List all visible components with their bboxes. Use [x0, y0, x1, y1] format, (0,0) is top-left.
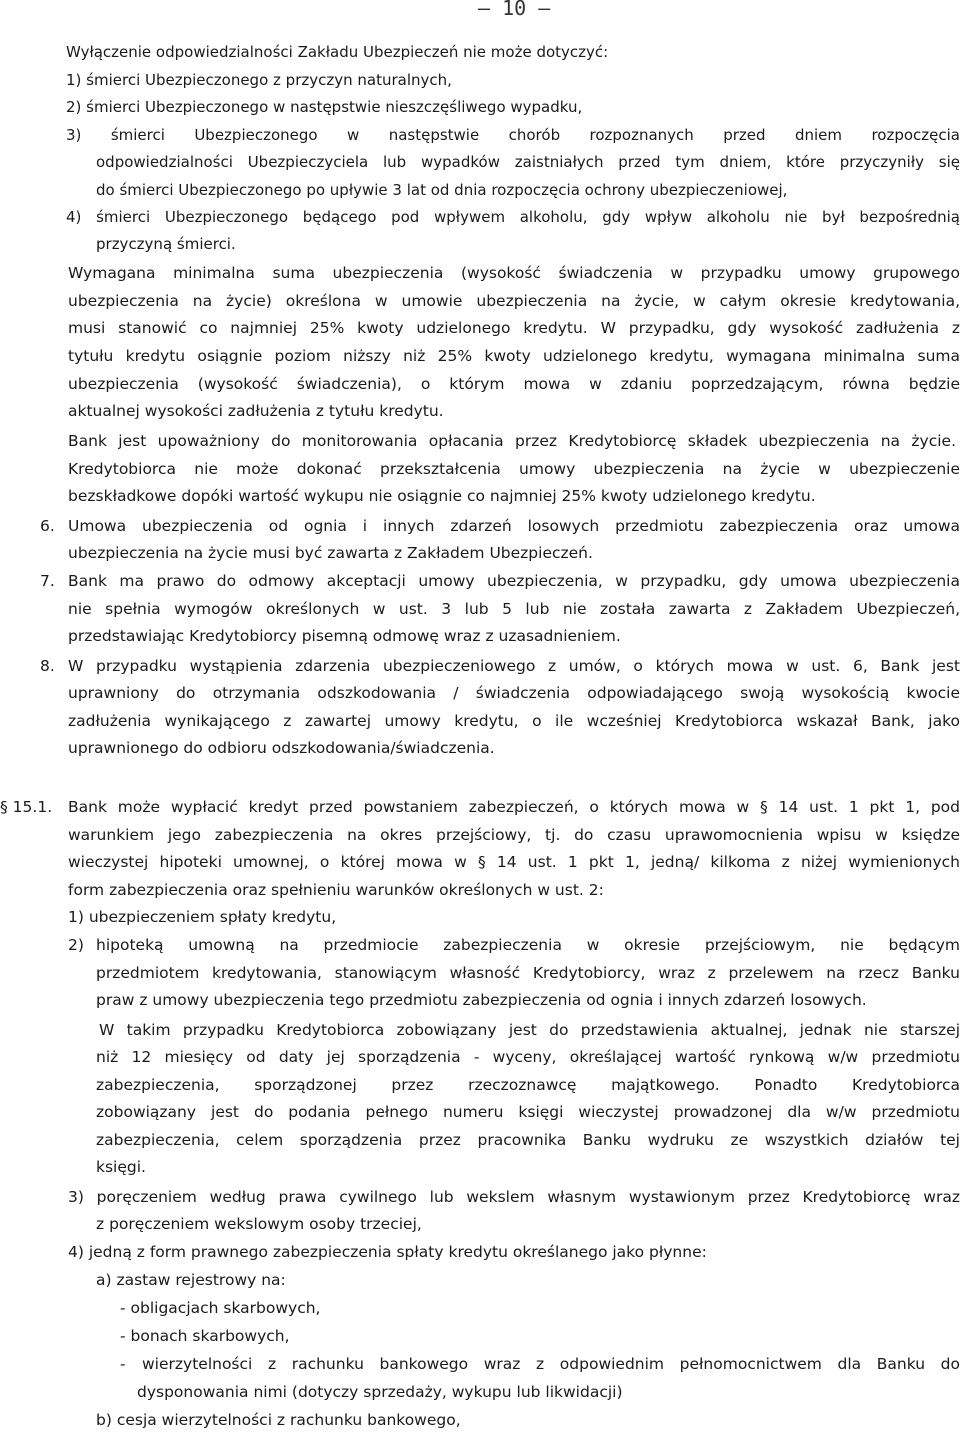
text-line: księgi. [96, 1158, 146, 1176]
text-line: nie spełnia wymogów określonych w ust. 3 lub 5 lub nie została zawarta z Zakładem Ubezpieczeń, [68, 600, 960, 618]
item-number: 6. [40, 517, 55, 535]
text-line: zadłużenia wynikającego z zawartej umowy kredytu, o ile wcześniej Kredytobiorca wskazał Bank, jako [68, 712, 960, 730]
text-line: 3) śmierci Ubezpieczonego w następstwie chorób rozpoznanych przed dniem rozpoczęcia [66, 126, 960, 144]
text-line: dysponowania nimi (dotyczy sprzedaży, wykupu lub likwidacji) [137, 1383, 623, 1401]
page-number: – 10 – [466, 0, 551, 20]
text-line: przyczyną śmierci. [96, 235, 236, 253]
text-line: hipoteką umowną na przedmiocie zabezpieczenia w okresie przejściowym, nie będącym [96, 936, 960, 954]
text-line: do śmierci Ubezpieczonego po upływie 3 lat od dnia rozpoczęcia ochrony ubezpieczeniowej, [96, 181, 788, 199]
list-dash: - [120, 1355, 126, 1373]
text-line: ubezpieczenia na życie) określona w umowie ubezpieczenia na życie, w całym okresie kredytowania, [68, 292, 960, 310]
text-line: 2) śmierci Ubezpieczonego w następstwie nieszczęśliwego wypadku, [66, 98, 583, 116]
text-line: 4) śmierci Ubezpieczonego będącego pod wpływem alkoholu, gdy wpływ alkoholu nie był bezpośrednią [66, 208, 960, 226]
text-line: bezskładkowe dopóki wartość wykupu nie osiągnie co najmniej 25% kwoty udzielonego kredytu. [68, 487, 816, 505]
text-line: Bank może wypłacić kredyt przed powstaniem zabezpieczeń, o których mowa w § 14 ust. 1 pkt 1, pod [68, 798, 960, 816]
text-line: odpowiedzialności Ubezpieczyciela lub wypadków zaistniałych przed tym dniem, które przyczyniły się [96, 153, 960, 171]
text-line: przedmiotem kredytowania, stanowiącym własność Kredytobiorcy, wraz z przelewem na rzecz Banku [96, 964, 960, 982]
text-line: musi stanowić co najmniej 25% kwoty udzielonego kredytu. W przypadku, gdy wysokość zadłużenia z [68, 319, 960, 337]
text-line: 1) śmierci Ubezpieczonego z przyczyn naturalnych, [66, 71, 452, 89]
text-line: niż 12 miesięcy od daty jej sporządzenia - wyceny, określającej wartość rynkową w/w przedmiotu [96, 1048, 960, 1066]
text-line: Bank jest upoważniony do monitorowania opłacania przez Kredytobiorcę składek ubezpieczenia na życie. [68, 432, 956, 450]
text-line: ubezpieczenia na życie musi być zawarta z Zakładem Ubezpieczeń. [68, 544, 593, 562]
item-number: 8. [40, 657, 55, 675]
text-line: form zabezpieczenia oraz spełnieniu warunków określonych w ust. 2: [68, 881, 604, 899]
text-line: zobowiązany jest do podania pełnego numeru księgi wieczystej prowadzonej dla w/w przedmiotu [96, 1103, 960, 1121]
text-line: praw z umowy ubezpieczenia tego przedmiotu zabezpieczenia od ognia i innych zdarzeń losowych. [96, 991, 867, 1009]
text-line: Wyłączenie odpowiedzialności Zakładu Ubezpieczeń nie może dotyczyć: [66, 43, 609, 61]
text-line: warunkiem jego zabezpieczenia na okres przejściowy, tj. do czasu uprawomocnienia wpisu w księdze [68, 826, 960, 844]
text-line: zabezpieczenia, sporządzonej przez rzeczoznawcę majątkowego. Ponadto Kredytobiorca [96, 1076, 960, 1094]
text-line: 1) ubezpieczeniem spłaty kredytu, [68, 908, 337, 926]
text-line: tytułu kredytu osiągnie poziom niższy niż 25% kwoty udzielonego kredytu, wymagana minimalna suma [68, 347, 960, 365]
text-line: W przypadku wystąpienia zdarzenia ubezpieczeniowego z umów, o których mowa w ust. 6, Bank jest [68, 657, 960, 675]
text-line: 4) jedną z form prawnego zabezpieczenia spłaty kredytu określanego jako płynne: [68, 1243, 707, 1261]
text-line: 3) poręczeniem według prawa cywilnego lub wekslem własnym wystawionym przez Kredytobiorcę wraz [68, 1188, 960, 1206]
text-line: - bonach skarbowych, [120, 1327, 290, 1345]
text-line: Umowa ubezpieczenia od ognia i innych zdarzeń losowych przedmiotu zabezpieczenia oraz umowa [68, 517, 960, 535]
text-line: W takim przypadku Kredytobiorca zobowiązany jest do przedstawienia aktualnej, jednak nie starszej [99, 1021, 960, 1039]
item-number: 2) [68, 936, 84, 954]
text-line: zabezpieczenia, celem sporządzenia przez pracownika Banku wydruku ze wszystkich działów tej [96, 1131, 960, 1149]
text-line: aktualnej wysokości zadłużenia z tytułu kredytu. [68, 402, 444, 420]
text-line: wierzytelności z rachunku bankowego wraz z odpowiednim pełnomocnictwem dla Banku do [142, 1355, 960, 1373]
text-line: wieczystej hipoteki umownej, o której mowa w § 14 ust. 1 pkt 1, jedną/ kilkoma z niżej wymienionych [68, 853, 960, 871]
text-line: uprawniony do otrzymania odszkodowania / świadczenia odpowiadającego swoją wysokością kwocie [68, 684, 960, 702]
text-line: z poręczeniem wekslowym osoby trzeciej, [96, 1215, 422, 1233]
text-line: a) zastaw rejestrowy na: [96, 1271, 286, 1289]
section-number: § 15.1. [0, 798, 53, 816]
text-line: b) cesja wierzytelności z rachunku bankowego, [96, 1411, 461, 1429]
text-line: Bank ma prawo do odmowy akceptacji umowy ubezpieczenia, w przypadku, gdy umowa ubezpieczenia [68, 572, 960, 590]
text-line: Kredytobiorca nie może dokonać przekształcenia umowy ubezpieczenia na życie w ubezpieczenie [68, 460, 960, 478]
item-number: 7. [40, 572, 55, 590]
text-line: ubezpieczenia (wysokość świadczenia), o którym mowa w zdaniu poprzedzającym, równa będzie [68, 375, 960, 393]
text-line: - obligacjach skarbowych, [120, 1299, 321, 1317]
text-line: Wymagana minimalna suma ubezpieczenia (wysokość świadczenia w przypadku umowy grupowego [68, 264, 960, 282]
text-line: uprawnionego do odbioru odszkodowania/świadczenia. [68, 739, 495, 757]
text-line: przedstawiając Kredytobiorcy pisemną odmowę wraz z uzasadnieniem. [68, 627, 621, 645]
